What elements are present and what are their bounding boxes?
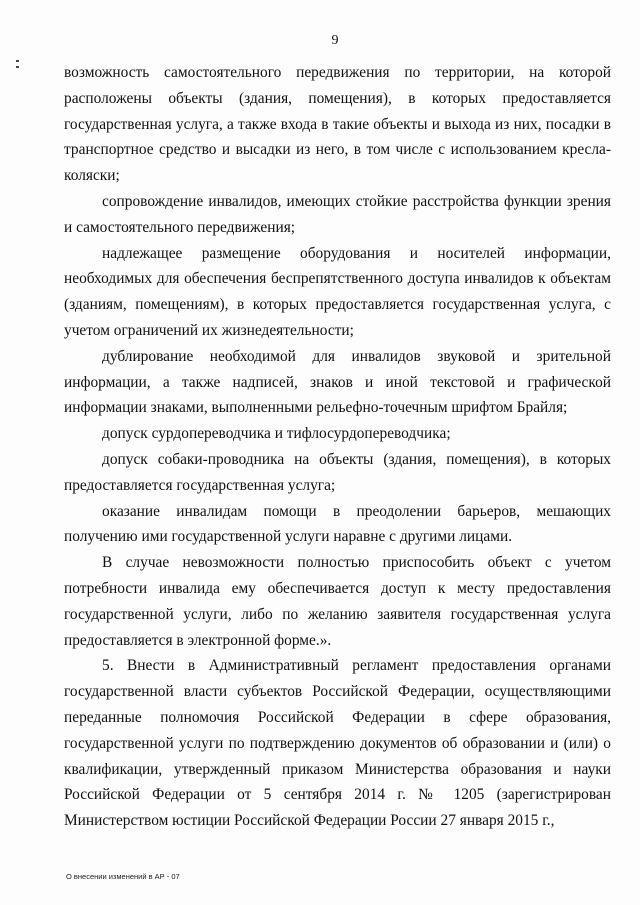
scan-mark	[16, 60, 19, 62]
paragraph: сопровождение инвалидов, имеющих стойкие расстройства функции зрения и самостоятельного передвижения;	[64, 192, 611, 236]
paragraph: допуск сурдопереводчика и тифлосурдопереводчика;	[102, 425, 451, 443]
paragraph: надлежащее размещение оборудования и носителей информации, необходимых для обеспечения беспрепятственного доступа инвалидов к объектам (зданиям, помещениям), в которых предоставляется государственная услуга, с учетом ограничений их жизнедеятельности;	[64, 244, 611, 339]
footer-note: О внесении изменений в АР - 07	[66, 872, 180, 881]
page-number: 9	[331, 33, 339, 48]
paragraph: оказание инвалидам помощи в преодолении барьеров, мешающих получению ими государственной услуги наравне с другими лицами.	[64, 502, 611, 546]
paragraph: дублирование необходимой для инвалидов звуковой и зрительной информации, а также надписей, знаков и иной текстовой и графической информации знаками, выполненными рельефно-точечным шрифтом Брайля;	[64, 347, 611, 417]
body-text	[64, 60, 611, 834]
scan-mark	[16, 66, 19, 68]
paragraph: возможность самостоятельного передвижения по территории, на которой расположены объекты (здания, помещения), в которых предоставляется государственная услуга, а также входа в такие объекты и выхода из них, посадки в транспортное средство и высадки из него, в том числе с использованием кресла-коляски;	[64, 64, 611, 185]
paragraph: 5. Внести в Административный регламент предоставления органами государственной власти субъектов Российской Федерации, осуществляющими переданные полномочия Российской Федерации в сфере образования, государственной услуги по подтверждению документов об образовании и (или) о квалификации, утвержденный приказом Министерства образования и науки Российской Федерации от 5 сентября 2014 г. № 1205 (зарегистрирован Министерством юстиции Российской Федерации России 27 января 2015 г.,	[64, 657, 611, 830]
paragraph: допуск собаки-проводника на объекты (здания, помещения), в которых предоставляется государственная услуга;	[64, 450, 611, 494]
paragraph: В случае невозможности полностью приспособить объект с учетом потребности инвалида ему обеспечивается доступ к месту предоставления государственной услуги, либо по желанию заявителя государственная услуга предоставляется в электронной форме.».	[64, 554, 611, 649]
